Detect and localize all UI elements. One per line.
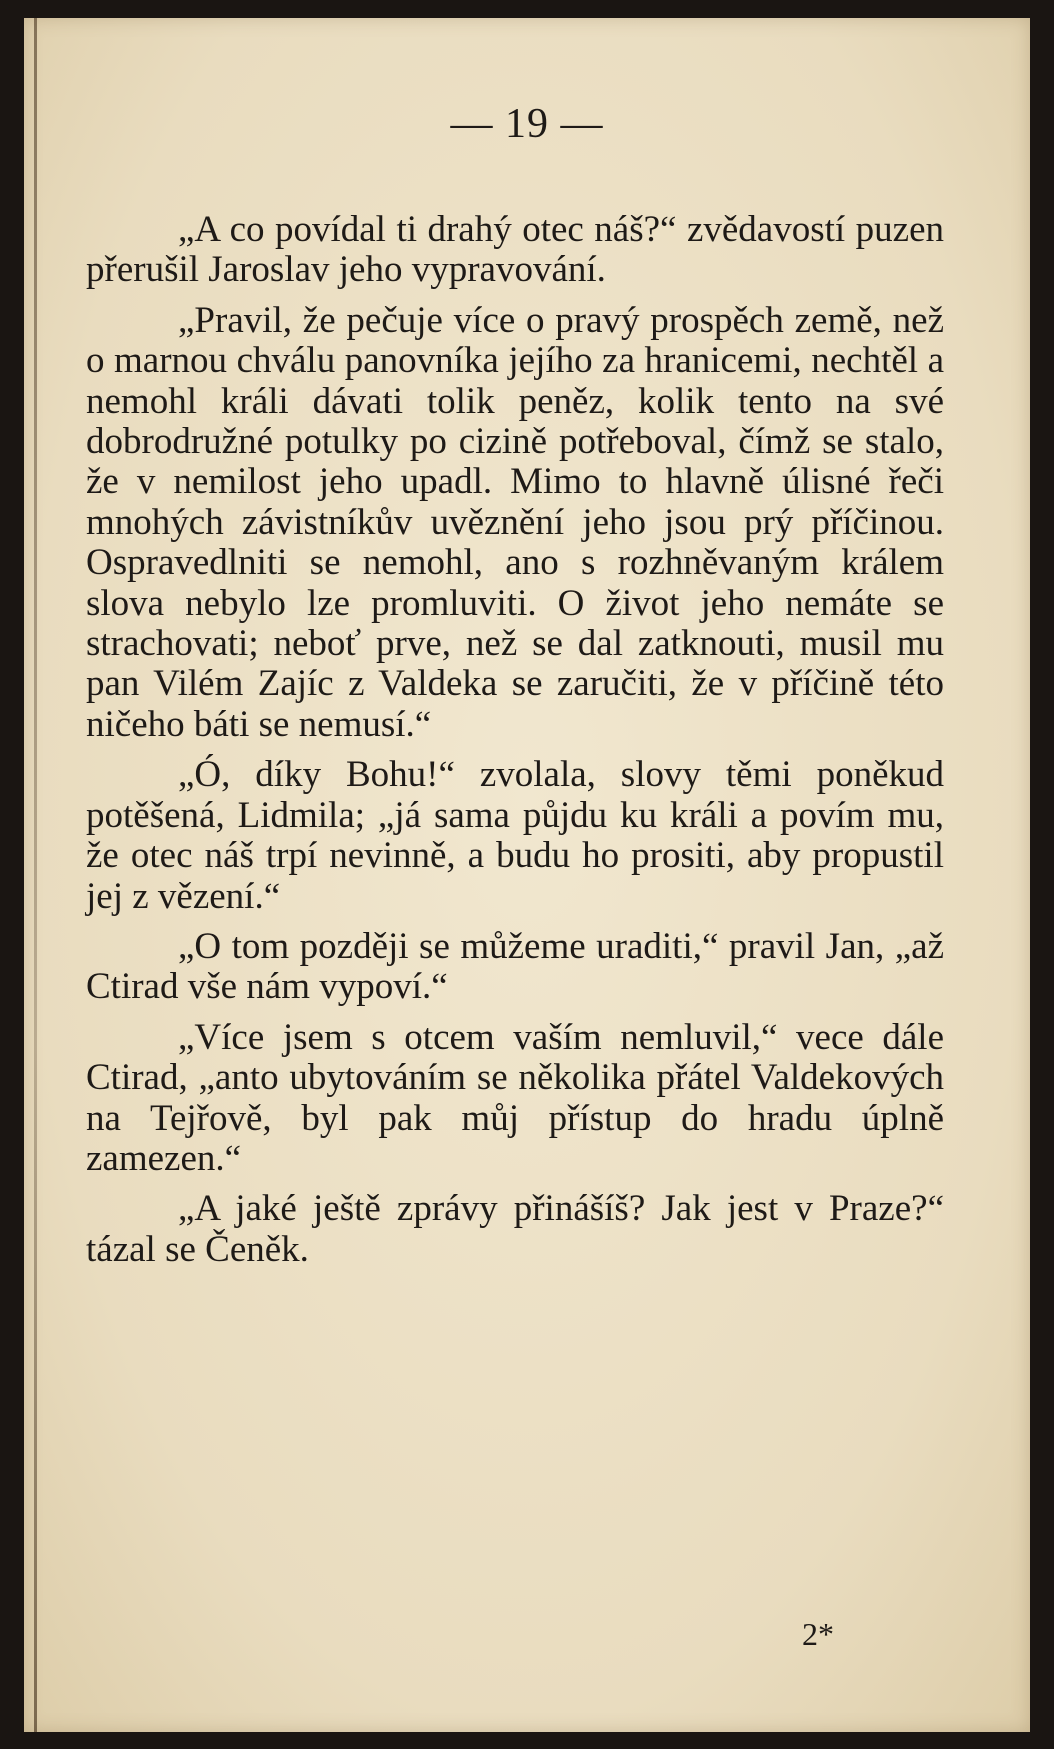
body-text — [86, 210, 944, 1280]
paragraph-1: „A co povídal ti drahý otec náš?“ zvědavostí puzen přerušil Jaroslav jeho vypravování. — [86, 209, 944, 291]
paragraph-2: „Pravil, že pečuje více o pravý prospěch země, než o marnou chválu panovníka jejího za hranicemi, nechtěl a nemohl králi dávati tolik peněz, kolik tento na své dobrodružné potulky po cizině potřeboval, čímž se stalo, že v nemilost jeho upadl. Mimo to hlavně úlisné řeči mnohých závistníkův uvěznění jeho jsou prý příčinou. Ospravedlniti se nemohl, ano s rozhněvaným králem slova nebylo lze promluviti. O život jeho nemáte se strachovati; neboť prve, než se dal zatknouti, musil mu pan Vilém Zajíc z Valdeka se zaručiti, že v příčině této ničeho báti se nemusí.“ — [86, 299, 944, 745]
paragraph-4: „O tom později se můžeme uraditi,“ pravil Jan, „až Ctirad vše nám vypoví.“ — [86, 925, 944, 1008]
book-page — [24, 18, 1030, 1732]
paragraph-6: „A jaké ještě zprávy přinášíš? Jak jest v Praze?“ tázal se Čeněk. — [86, 1188, 944, 1270]
page-edge-shadow — [34, 18, 37, 1732]
paragraph-5: „Více jsem s otcem vaším nemluvil,“ vece dále Ctirad, „anto ubytováním se několika přátel Valdekových na Tejřově, byl pak můj přístup do hradu úplně zamezen.“ — [86, 1016, 944, 1179]
signature-mark: 2* — [802, 1616, 834, 1652]
paragraph-3: „Ó, díky Bohu!“ zvolala, slovy těmi poněkud potěšená, Lidmila; „já sama půjdu ku králi a povím mu, že otec náš trpí nevinně, a budu ho prositi, aby propustil jej z vězení.“ — [86, 754, 944, 917]
page-number: — 19 — — [450, 101, 604, 147]
